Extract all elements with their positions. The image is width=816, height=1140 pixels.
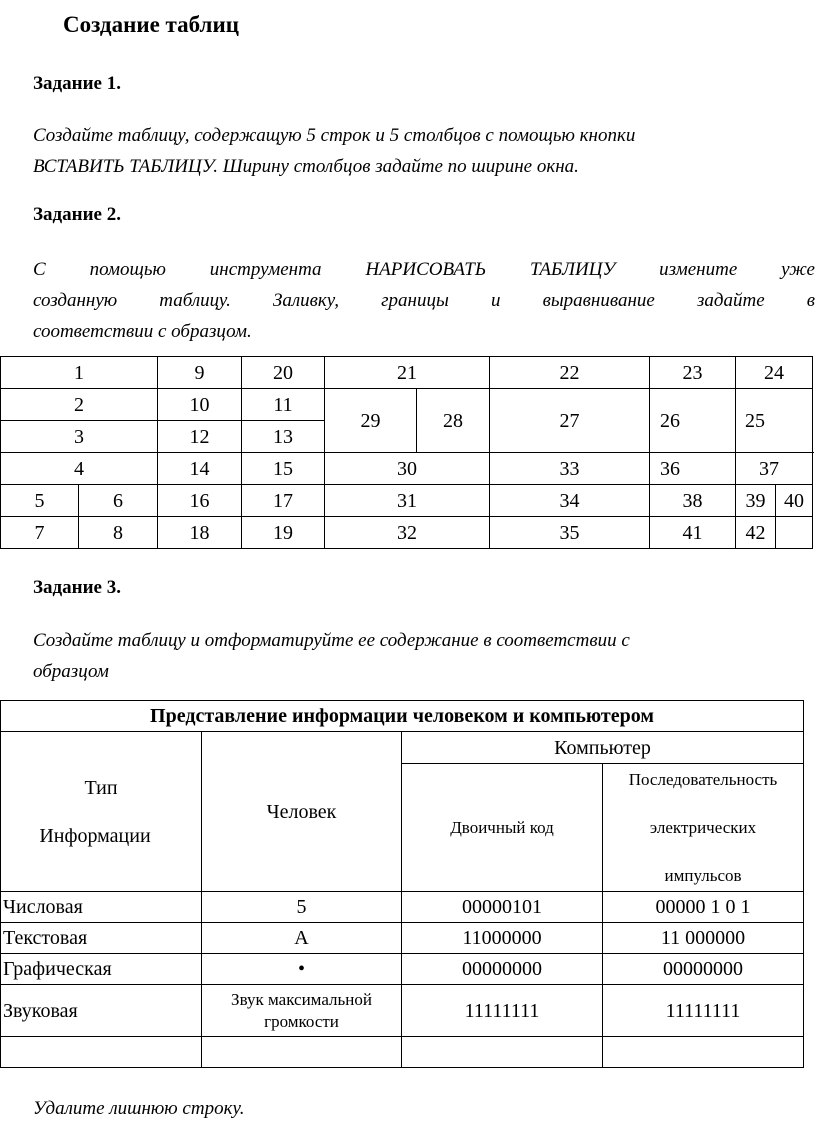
table-cell: 8 <box>79 517 158 549</box>
table-cell: 5 <box>202 892 402 923</box>
sample-table-2 <box>0 700 804 1068</box>
human-header: Человек <box>202 732 402 892</box>
table-cell: 20 <box>242 357 325 389</box>
type-header-line: Информации <box>39 824 151 847</box>
table-cell: 11111111 <box>402 985 603 1037</box>
task1-line: Создайте таблицу, содержащую 5 строк и 5 столбцов с помощью кнопки <box>33 125 636 146</box>
table-cell: 00000000 <box>603 954 804 985</box>
table-cell: 41 <box>650 517 736 549</box>
table-cell: 21 <box>325 357 490 389</box>
table-cell: 32 <box>325 517 490 549</box>
table-cell: 5 <box>1 485 79 517</box>
table-cell: Числовая <box>1 892 202 923</box>
table-caption: Представление информации человеком и компьютером <box>1 701 804 732</box>
pulses-header <box>603 764 804 892</box>
table-cell: А <box>202 923 402 954</box>
page-title: Создание таблиц <box>63 12 239 37</box>
table-cell: 31 <box>325 485 490 517</box>
table-cell: Графическая <box>1 954 202 985</box>
table-cell: 22 <box>490 357 650 389</box>
table-cell <box>776 517 813 549</box>
pulses-header-line: Последовательность <box>628 769 778 789</box>
table-cell: Звуковая <box>1 985 202 1037</box>
table-cell: 14 <box>158 453 242 485</box>
table-cell: Текстовая <box>1 923 202 954</box>
table-cell: 37 <box>736 453 813 485</box>
empty-cell <box>402 1037 603 1068</box>
table-cell: 30 <box>325 453 490 485</box>
table-cell: 15 <box>242 453 325 485</box>
footer-note: Удалите лишнюю строку. <box>33 1098 245 1119</box>
empty-cell <box>1 1037 202 1068</box>
pulses-header-line: электрических <box>649 817 757 837</box>
table-cell: 13 <box>242 421 325 453</box>
table-cell <box>202 985 402 1037</box>
task2-heading: Задание 2. <box>33 204 121 225</box>
table-cell: 16 <box>158 485 242 517</box>
table-cell: 12 <box>158 421 242 453</box>
table-cell: 00000101 <box>402 892 603 923</box>
task2-line: соответствии с образцом. <box>33 321 252 342</box>
computer-header: Компьютер <box>402 732 804 764</box>
sound-human-line: Звук максимальной <box>231 989 372 1009</box>
type-header <box>1 732 202 892</box>
table-cell: 6 <box>79 485 158 517</box>
task3-text <box>33 625 815 687</box>
task2-text <box>33 254 815 347</box>
task1-line: ВСТАВИТЬ ТАБЛИЦУ. Ширину столбцов задайте по ширине окна. <box>33 156 579 177</box>
table-cell: 00000000 <box>402 954 603 985</box>
task1-heading: Задание 1. <box>33 73 121 94</box>
task2-line: созданную таблицу. Заливку, границы и выравнивание задайте в <box>33 290 815 311</box>
table-cell: 3 <box>1 421 158 453</box>
table-cell: 28 <box>417 389 490 453</box>
sample-table-1 <box>0 356 813 549</box>
empty-cell <box>202 1037 402 1068</box>
task3-line: образцом <box>33 661 109 682</box>
task2-line: С помощью инструмента НАРИСОВАТЬ ТАБЛИЦУ измените уже <box>33 259 815 280</box>
table-cell: 4 <box>1 453 158 485</box>
table-cell: 18 <box>158 517 242 549</box>
table-cell: 11 000000 <box>603 923 804 954</box>
table-cell: 39 <box>736 485 776 517</box>
table-cell: • <box>202 954 402 985</box>
table-cell: 38 <box>650 485 736 517</box>
table-cell: 19 <box>242 517 325 549</box>
table-cell: 26 <box>650 389 736 453</box>
table-cell: 10 <box>158 389 242 421</box>
table-cell: 34 <box>490 485 650 517</box>
table-cell: 42 <box>736 517 776 549</box>
table-cell: 11000000 <box>402 923 603 954</box>
table-cell: 00000 1 0 1 <box>603 892 804 923</box>
table-cell: 7 <box>1 517 79 549</box>
table-cell: 24 <box>736 357 813 389</box>
sound-human-line: громкости <box>264 1011 339 1031</box>
table-cell: 40 <box>776 485 813 517</box>
binary-header: Двоичный код <box>402 764 603 892</box>
task3-heading: Задание 3. <box>33 577 121 598</box>
table-cell: 2 <box>1 389 158 421</box>
empty-cell <box>603 1037 804 1068</box>
table-cell: 1 <box>1 357 158 389</box>
table-cell: 29 <box>325 389 417 453</box>
task3-line: Создайте таблицу и отформатируйте ее содержание в соответствии с <box>33 630 630 651</box>
table-cell: 11 <box>242 389 325 421</box>
pulses-header-line: импульсов <box>664 865 742 885</box>
type-header-line: Тип <box>84 776 118 799</box>
task1-text <box>33 120 815 182</box>
table-cell: 9 <box>158 357 242 389</box>
table-cell: 27 <box>490 389 650 453</box>
table-cell: 35 <box>490 517 650 549</box>
table-cell: 17 <box>242 485 325 517</box>
table-cell: 25 <box>736 389 813 453</box>
table-cell: 36 <box>650 453 736 485</box>
table-cell: 33 <box>490 453 650 485</box>
table-cell: 23 <box>650 357 736 389</box>
table-cell: 11111111 <box>603 985 804 1037</box>
